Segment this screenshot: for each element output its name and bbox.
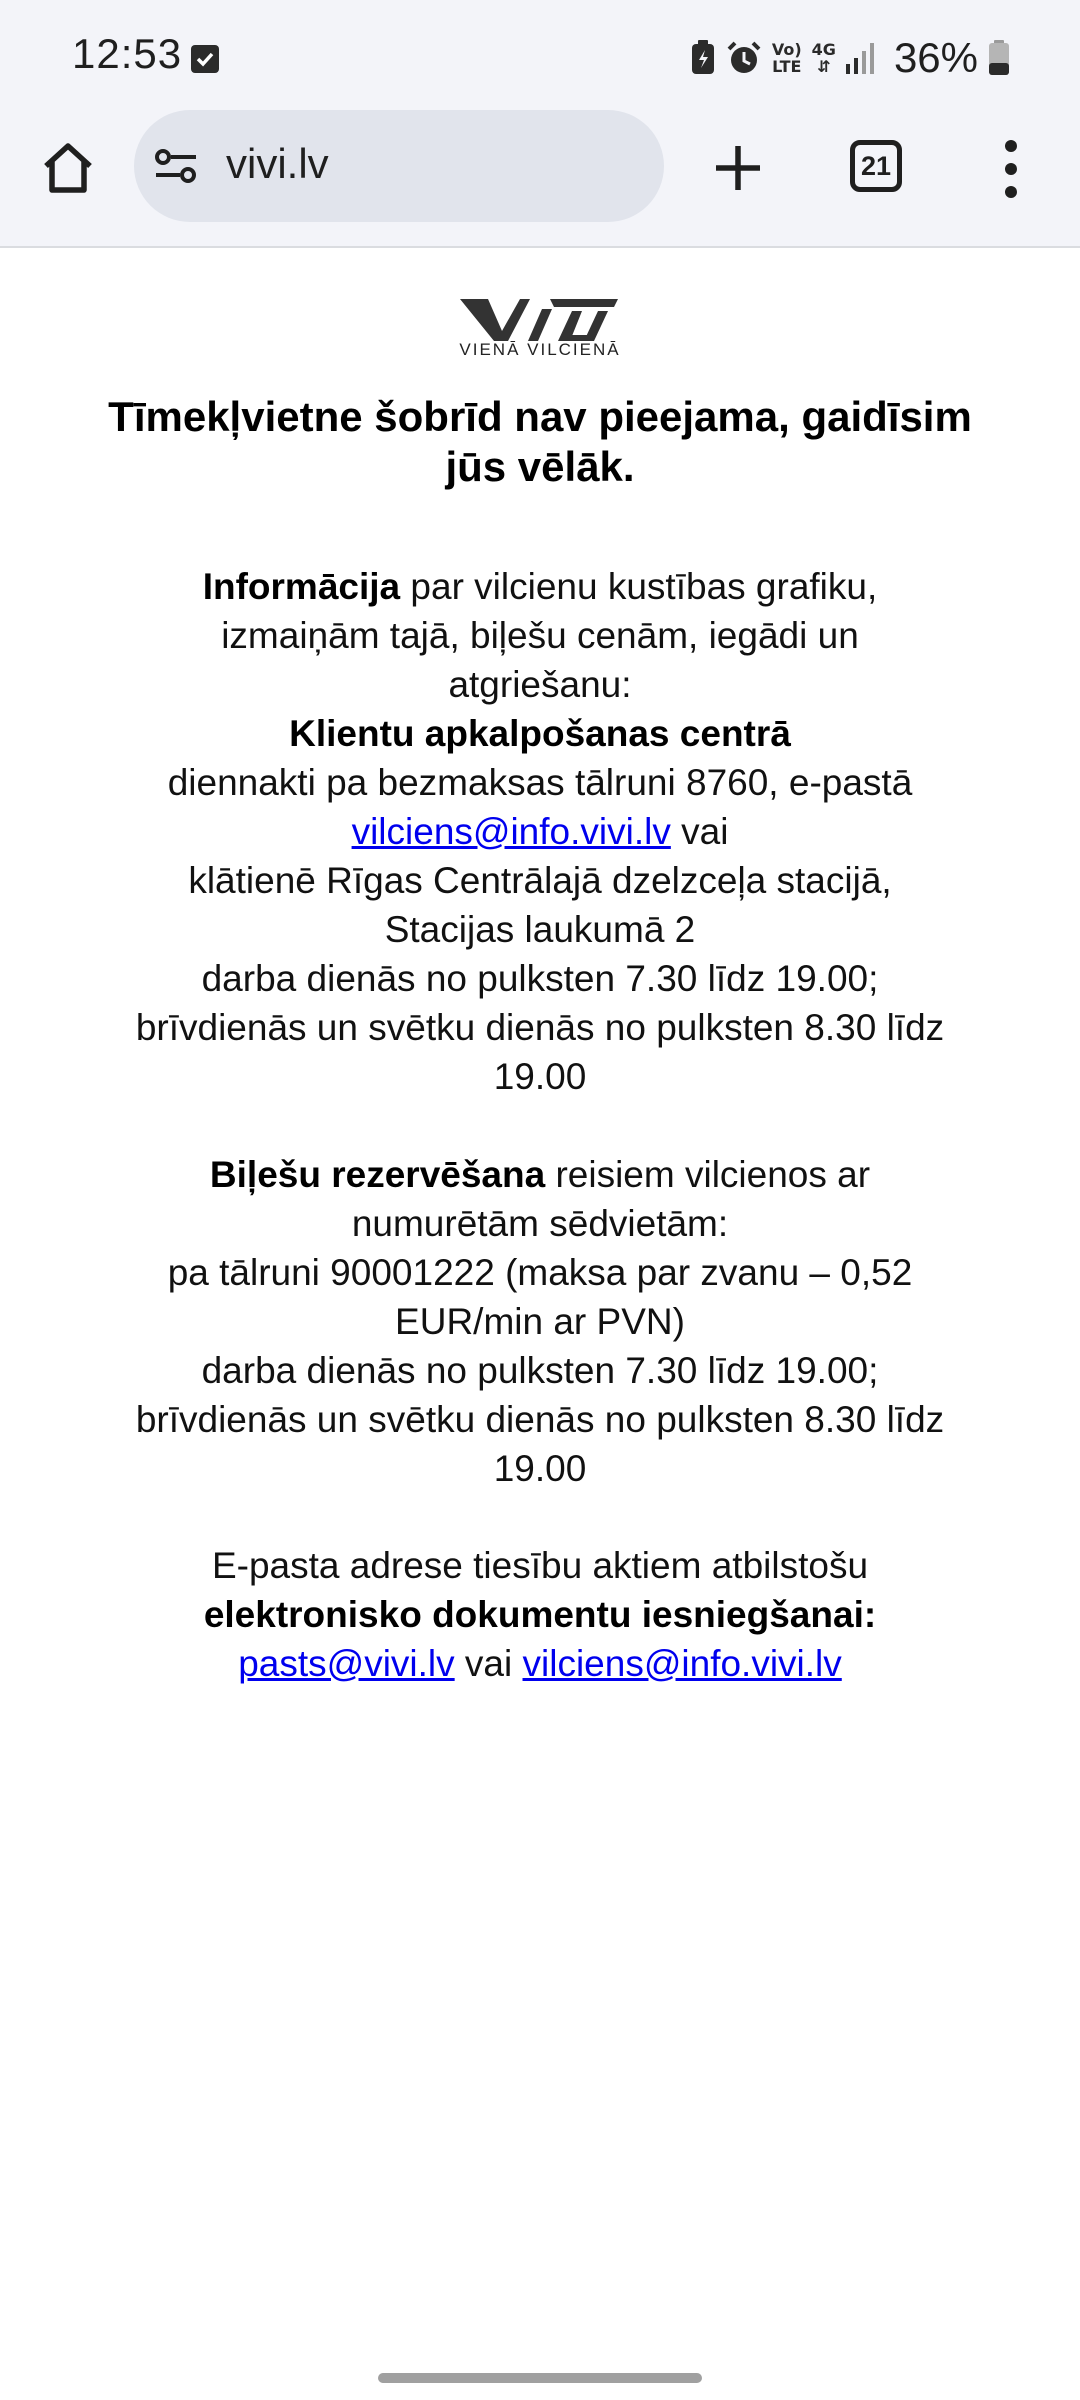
booking-lead-bold: Biļešu rezervēšana xyxy=(209,1154,546,1195)
volte-icon xyxy=(772,41,802,75)
edoc-separator: vai xyxy=(454,1643,523,1684)
edoc-info-block xyxy=(80,1541,1000,1688)
customer-info-block xyxy=(80,562,1000,1101)
info-line-5: diennakti pa bezmaksas tālruni 8760, e-pastā xyxy=(167,762,913,803)
logo-tagline: VIENĀ VILCIENĀ xyxy=(459,340,621,359)
booking-lead-rest: reisiem vilcienos ar xyxy=(545,1154,871,1195)
check-notification-icon xyxy=(190,44,220,74)
info-line-1 xyxy=(80,562,1000,611)
info-lead-bold: Informācija xyxy=(202,566,401,607)
booking-info-block xyxy=(80,1150,1000,1493)
edoc-line-3 xyxy=(80,1639,1000,1688)
booking-line-5: darba dienās no pulksten 7.30 līdz 19.00; xyxy=(201,1350,879,1391)
site-settings-icon[interactable] xyxy=(154,146,198,186)
edoc-line-2 xyxy=(80,1590,1000,1639)
info-line-10: brīvdienās un svētku dienās no pulksten 8.30 līdz xyxy=(135,1007,945,1048)
status-indicators xyxy=(690,30,1010,86)
info-line-6 xyxy=(80,807,1000,856)
battery-percentage: 36% xyxy=(893,34,978,81)
booking-line-1 xyxy=(80,1150,1000,1199)
info-line-2: izmaiņām tajā, biļešu cenām, iegādi un xyxy=(221,615,859,656)
info-line-4 xyxy=(80,709,1000,758)
battery-icon xyxy=(988,40,1010,76)
info-email-link[interactable]: vilciens@info.vivi.lv xyxy=(351,811,671,852)
battery-saver-icon xyxy=(690,40,716,76)
alarm-icon xyxy=(726,40,762,76)
home-icon[interactable] xyxy=(38,138,98,198)
pasts-email-link[interactable]: pasts@vivi.lv xyxy=(238,1643,455,1684)
info-email-suffix: vai xyxy=(670,811,729,852)
booking-line-3: pa tālruni 90001222 (maksa par zvanu – 0,52 xyxy=(167,1252,913,1293)
page-title: Tīmekļvietne šobrīd nav pieejama, gaidīsim jūs vēlāk. xyxy=(108,393,972,490)
tabs-icon[interactable] xyxy=(850,140,902,192)
info-line-8: Stacijas laukumā 2 xyxy=(384,909,696,950)
gesture-navigation-bar[interactable] xyxy=(378,2373,702,2383)
status-time: 12:53 xyxy=(72,30,183,77)
more-menu-icon[interactable] xyxy=(998,136,1024,202)
edoc-heading: elektronisko dokumentu iesniegšanai: xyxy=(203,1594,877,1635)
tab-count: 21 xyxy=(860,151,892,181)
booking-line-6: brīvdienās un svētku dienās no pulksten 8.30 līdz xyxy=(135,1399,945,1440)
vilciens-email-link[interactable]: vilciens@info.vivi.lv xyxy=(522,1643,842,1684)
info-line-9: darba dienās no pulksten 7.30 līdz 19.00; xyxy=(201,958,879,999)
info-lead-rest: par vilcienu kustības grafiku, xyxy=(400,566,878,607)
edoc-line-1: E-pasta adrese tiesību aktiem atbilstošu xyxy=(211,1545,869,1586)
info-line-3: atgriešanu: xyxy=(448,664,632,705)
booking-line-4: EUR/min ar PVN) xyxy=(395,1301,685,1342)
booking-line-7: 19.00 xyxy=(493,1448,587,1489)
info-line-7: klātienē Rīgas Centrālajā dzelzceļa stacijā, xyxy=(188,860,892,901)
volte-top-text: Vo) xyxy=(771,40,802,59)
volte-bottom-text: LTE xyxy=(772,57,802,76)
browser-toolbar xyxy=(0,118,1080,248)
url-text[interactable]: vivi.lv xyxy=(226,140,329,187)
address-bar[interactable] xyxy=(134,110,664,222)
service-center-heading: Klientu apkalpošanas centrā xyxy=(289,713,791,754)
signal-icon xyxy=(846,42,876,74)
data-4g-text: 4G xyxy=(811,40,836,59)
booking-line-2: numurētām sēdvietām: xyxy=(351,1203,729,1244)
info-line-11: 19.00 xyxy=(493,1056,587,1097)
data-arrows-icon: ⇵ xyxy=(817,57,831,76)
status-bar xyxy=(0,0,1080,118)
new-tab-icon[interactable] xyxy=(708,138,768,198)
data-4g-icon xyxy=(812,41,836,75)
